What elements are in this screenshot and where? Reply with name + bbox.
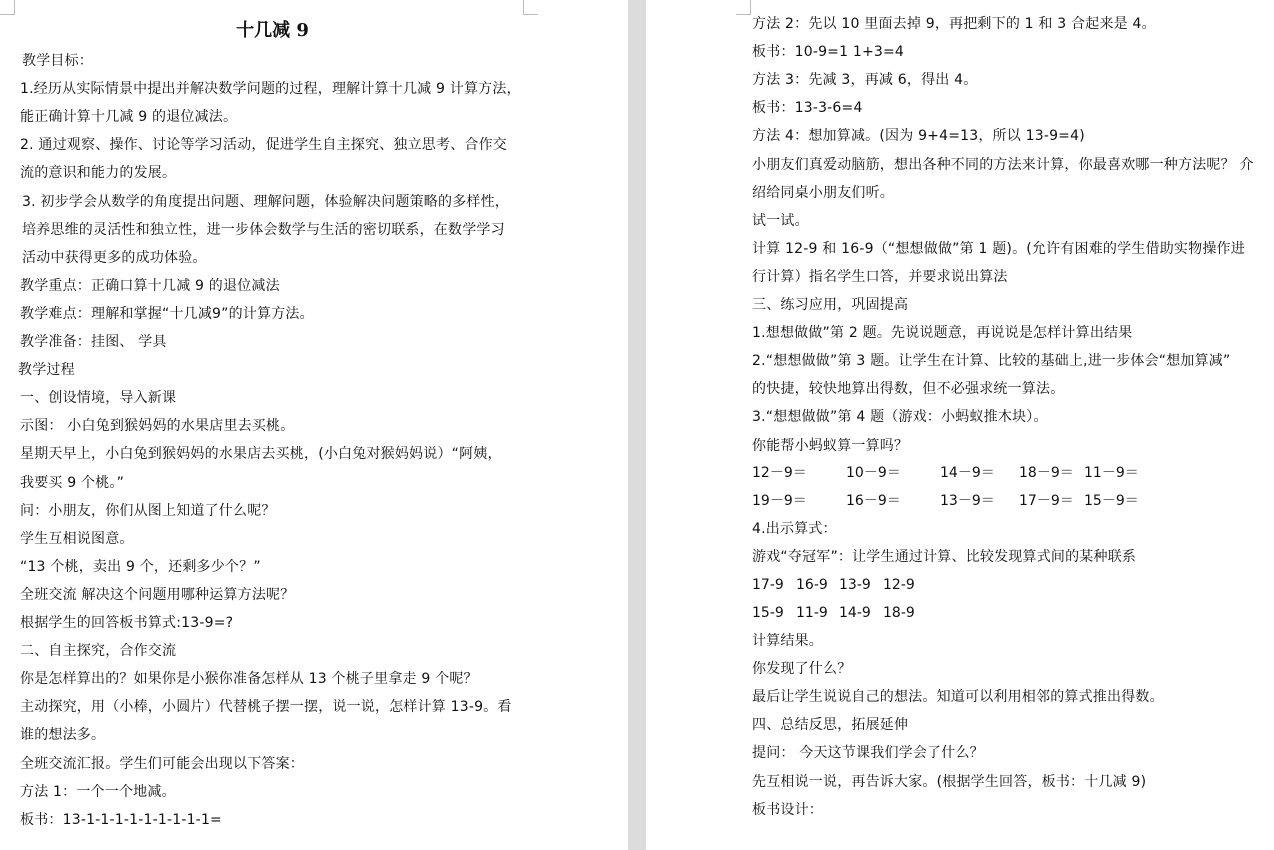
document-page-right [646, 0, 1274, 850]
text-line: 绍给同桌小朋友们听。 [752, 184, 894, 201]
text-line: 方法 1：一个一个地减。 [20, 783, 176, 800]
text-line: 2.“想想做做”第 3 题。让学生在计算、比较的基础上,进一步体会“想加算减” [752, 353, 1231, 370]
document-title: 十几减 9 [236, 20, 309, 41]
text-line: 方法 4：想加算减。(因为 9+4=13，所以 13-9=4) [752, 128, 1085, 145]
text-line: “13 个桃，卖出 9 个，还剩多少个？” [20, 558, 261, 575]
text-line: 你是怎样算出的？如果你是小猴你准备怎样从 13 个桃子里拿走 9 个呢？ [20, 671, 478, 688]
text-line: 试一试。 [752, 212, 809, 229]
text-line: 三、练习应用，巩固提高 [752, 297, 909, 313]
text-line: 星期天早上，小白兔到猴妈妈的水果店去买桃，(小白兔对猴妈妈说）“阿姨， [20, 446, 502, 463]
text-line: 我要买 9 个桃。” [20, 474, 125, 491]
text-line: 培养思维的灵活性和独立性，进一步体会数学与生活的密切联系，在数学学习 [22, 221, 505, 238]
exercise-problem: 10－9＝ [846, 465, 901, 481]
text-line: 计算 12-9 和 16-9（“想想做做”第 1 题)。(允许有困难的学生借助实物操作进 [752, 240, 1245, 257]
formula-item: 17-9 [752, 577, 784, 593]
text-line: 你发现了什么？ [752, 661, 852, 678]
text-line: 方法 3：先减 3，再减 6，得出 4。 [752, 72, 978, 89]
text-line: 板书：13-1-1-1-1-1-1-1-1-1= [20, 811, 222, 828]
text-line: 你能帮小蚂蚁算一算吗？ [752, 437, 909, 454]
formula-item: 15-9 [752, 605, 784, 622]
text-line: 1.经历从实际情景中提出并解决数学问题的过程，理解计算十几减 9 计算方法， [20, 81, 521, 98]
exercise-problem: 12－9＝ [752, 465, 807, 481]
text-line: 二、自主探究，合作交流 [20, 643, 177, 660]
text-line: 的快捷，较快地算出得数，但不必强求统一算法。 [752, 381, 1065, 398]
page-corner-mark [0, 0, 15, 15]
text-line: 3. 初步学会从数学的角度提出问题、理解问题，体验解决问题策略的多样性， [22, 193, 510, 210]
text-line: 最后让学生说说自己的想法。知道可以利用相邻的算式推出得数。 [752, 689, 1164, 706]
exercise-problem: 13－9＝ [940, 493, 995, 510]
text-line: 先互相说一说，再告诉大家。(根据学生回答，板书：十几减 9) [752, 773, 1147, 790]
exercise-problem: 14－9＝ [940, 465, 995, 481]
text-line: 计算结果。 [752, 633, 823, 649]
text-line: 教学目标： [22, 53, 93, 69]
text-line: 3.“想想做做”第 4 题（游戏：小蚂蚁推木块）。 [752, 409, 1048, 426]
text-line: 一、创设情境，导入新课 [20, 390, 177, 407]
text-line: 全班交流汇报。学生们可能会出现以下答案： [20, 755, 304, 772]
text-line: 1.想想做做”第 2 题。先说说题意，再说说是怎样计算出结果 [752, 325, 1133, 342]
text-line: 学生互相说图意。 [20, 530, 134, 547]
formula-item: 16-9 [796, 577, 828, 593]
text-line: 谁的想法多。 [20, 727, 106, 744]
text-line: 教学重点：正确口算十几减 9 的退位减法 [20, 277, 280, 294]
text-line: 全班交流 解决这个问题用哪种运算方法呢？ [20, 586, 295, 603]
text-line: 四、总结反思，拓展延伸 [752, 717, 909, 734]
exercise-problem: 11－9＝ [1084, 465, 1139, 481]
text-line: 主动探究，用（小棒，小圆片）代替桃子摆一摆，说一说，怎样计算 13-9。看 [20, 699, 512, 716]
text-line: 方法 2：先以 10 里面去掉 9，再把剩下的 1 和 3 合起来是 4。 [752, 16, 1156, 32]
page-corner-mark [523, 0, 538, 15]
text-line: 问：小朋友，你们从图上知道了什么呢？ [20, 502, 276, 519]
text-line: 游戏“夺冠军”：让学生通过计算、比较发现算式间的某种联系 [752, 549, 1137, 566]
text-line: 4.出示算式： [752, 521, 837, 537]
text-line: 教学过程 [18, 362, 75, 379]
formula-item: 14-9 [839, 605, 871, 622]
text-line: 教学准备：挂图、 学具 [20, 334, 167, 350]
formula-item: 12-9 [883, 577, 915, 593]
text-line: 教学难点：理解和掌握“十几减9”的计算方法。 [20, 305, 314, 322]
page-corner-mark [736, 0, 751, 15]
text-line: 2. 通过观察、操作、讨论等学习活动，促进学生自主探究、独立思考、合作交 [20, 137, 508, 154]
text-line: 活动中获得更多的成功体验。 [22, 249, 207, 266]
formula-item: 18-9 [883, 605, 915, 622]
exercise-problem: 18－9＝ [1019, 465, 1074, 481]
text-line: 提问： 今天这节课我们学会了什么？ [752, 745, 984, 762]
text-line: 根据学生的回答板书算式:13-9=? [20, 615, 234, 631]
text-line: 板书：13-3-6=4 [752, 100, 863, 117]
text-line: 流的意识和能力的发展。 [20, 165, 177, 182]
formula-item: 13-9 [839, 577, 871, 593]
exercise-problem: 19－9＝ [752, 493, 807, 510]
exercise-problem: 16－9＝ [846, 493, 901, 510]
text-line: 行计算）指名学生口答，并要求说出算法 [752, 268, 1008, 285]
text-line: 板书设计： [752, 801, 823, 818]
exercise-problem: 15－9＝ [1084, 493, 1139, 510]
exercise-problem: 17－9＝ [1019, 493, 1074, 510]
text-line: 板书：10-9=1 1+3=4 [752, 44, 905, 61]
document-page-left [0, 0, 628, 850]
formula-item: 11-9 [796, 605, 828, 622]
text-line: 小朋友们真爱动脑筋，想出各种不同的方法来计算，你最喜欢哪一种方法呢？ 介 [752, 156, 1254, 173]
text-line: 示图： 小白兔到猴妈妈的水果店里去买桃。 [20, 418, 295, 435]
text-line: 能正确计算十几减 9 的退位减法。 [20, 109, 238, 126]
